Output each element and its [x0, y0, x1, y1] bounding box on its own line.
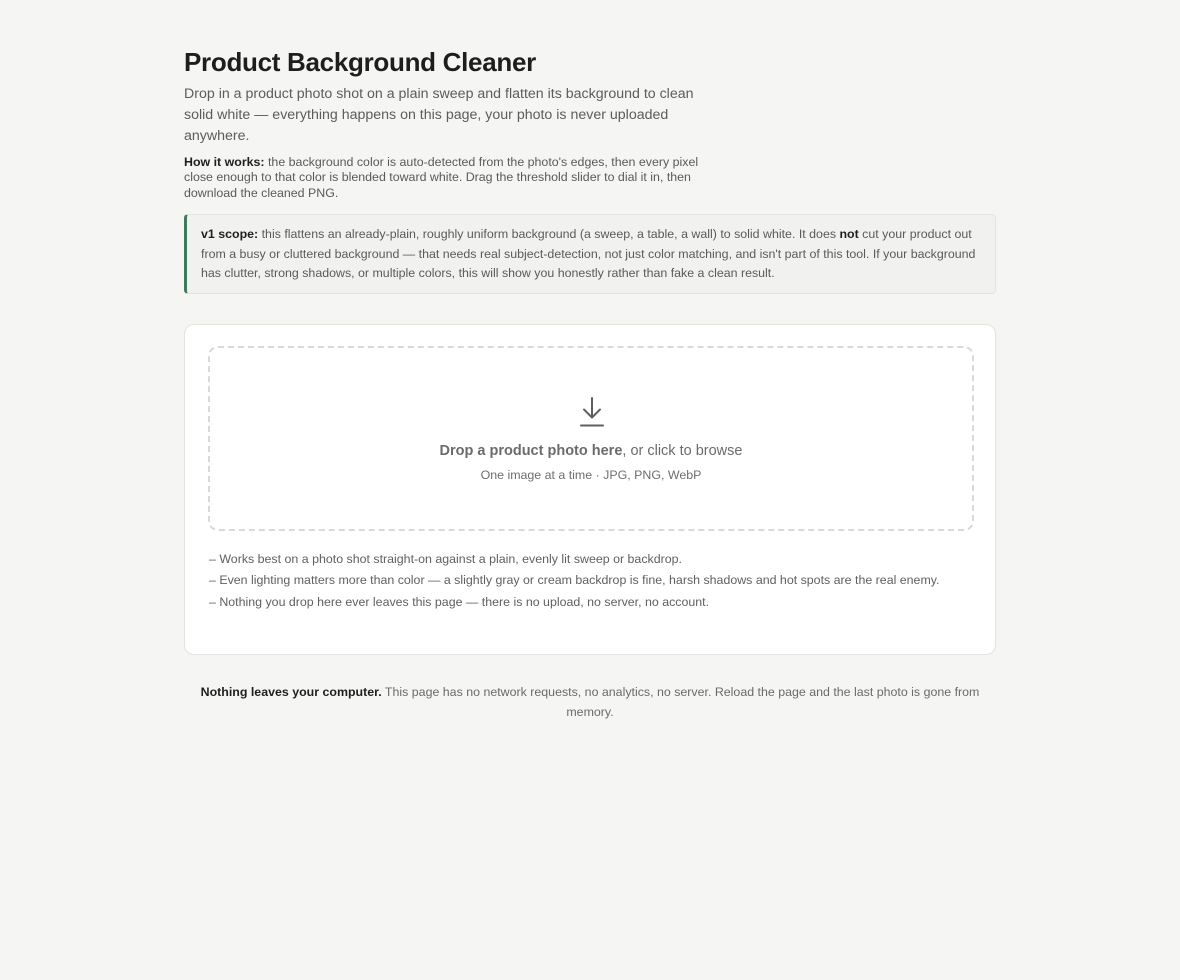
tip-item: – Nothing you drop here ever leaves this page — there is no upload, no server, no account.: [209, 594, 710, 609]
page-title: Product Background Cleaner: [184, 47, 536, 77]
scope-text-after: cut your product out from a busy or cluttered background — that needs real subject-detection, not just color matching, and isn't part of this tool. If your background has clutter, strong shadows, or multiple colors, this will show you honestly rather than fake a clean result.: [201, 227, 976, 280]
how-it-works-note: [184, 155, 712, 201]
tips-list: [209, 549, 969, 613]
download-arrow-icon: [579, 396, 605, 428]
how-it-works-label: How it works:: [184, 155, 265, 169]
privacy-footer-label: Nothing leaves your computer.: [200, 685, 382, 699]
tip-item: – Even lighting matters more than color — a slightly gray or cream backdrop is fine, harsh shadows and hot spots are the real enemy.: [209, 573, 940, 588]
privacy-footer-text: This page has no network requests, no analytics, no server. Reload the page and the last photo is gone from memory.: [381, 685, 980, 719]
scope-callout: [184, 214, 996, 294]
dropzone-prompt: [210, 443, 972, 459]
how-it-works-text: the background color is auto-detected from the photo's edges, then every pixel close enough to that color is blended toward white. Drag the threshold slider to dial it in, then download the cleaned PNG.: [184, 155, 699, 200]
privacy-footer: [184, 683, 996, 722]
dropzone-prompt-bold: Drop a product photo here: [439, 443, 623, 459]
upload-card: [184, 324, 996, 655]
dropzone-hint: One image at a time · JPG, PNG, WebP: [480, 468, 702, 482]
scope-text: [201, 225, 981, 284]
dropzone-prompt-rest: , or click to browse: [622, 443, 743, 459]
scope-text-before: this flattens an already-plain, roughly uniform background (a sweep, a table, a wall) to solid white. It does: [258, 227, 840, 241]
scope-label: v1 scope:: [201, 227, 259, 241]
scope-emphasis: not: [839, 227, 859, 241]
page-description: Drop in a product photo shot on a plain sweep and flatten its background to clean solid white — everything happens on this page, your photo is never uploaded anywhere.: [184, 86, 694, 144]
tip-item: – Works best on a photo shot straight-on against a plain, evenly lit sweep or backdrop.: [209, 552, 682, 566]
photo-dropzone[interactable]: [208, 346, 974, 531]
